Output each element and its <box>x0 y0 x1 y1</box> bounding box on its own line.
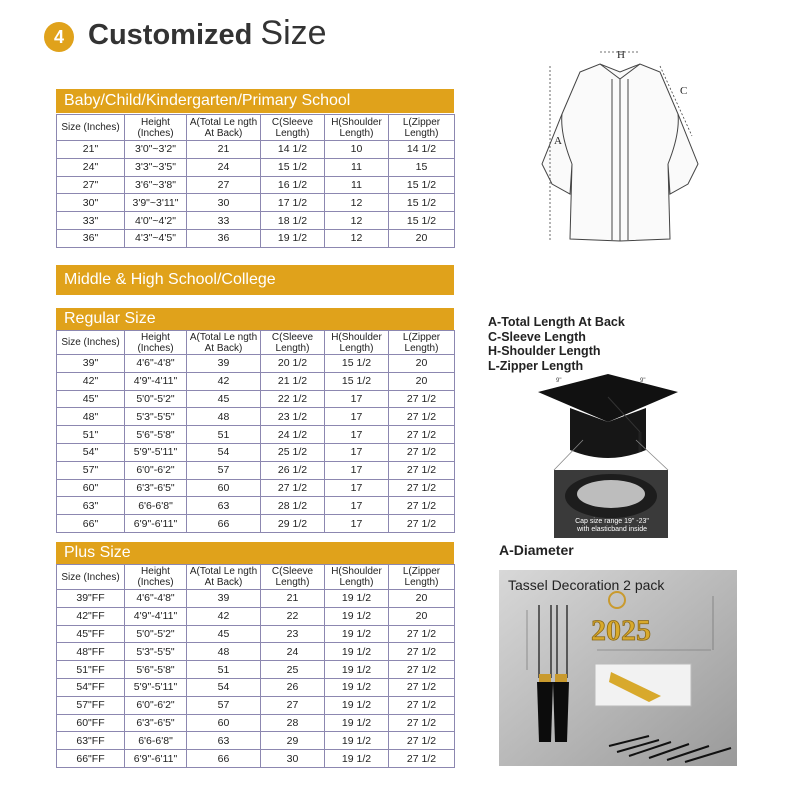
table-cell: 3'0"~3'2" <box>125 141 187 159</box>
table-cell: 17 <box>325 443 389 461</box>
table-cell: 27 1/2 <box>389 497 455 515</box>
table-cell: 51" <box>57 426 125 444</box>
table-cell: 27 1/2 <box>389 643 455 661</box>
table-header-cell: Size (Inches) <box>57 565 125 590</box>
table-cell: 14 1/2 <box>261 141 325 159</box>
table-cell: 10 <box>325 141 389 159</box>
table-cell: 27 <box>261 696 325 714</box>
table-cell: 21 1/2 <box>261 372 325 390</box>
table-header-cell: H(Shoulder Length) <box>325 565 389 590</box>
table-cell: 36 <box>187 229 261 247</box>
table-cell: 27 <box>187 176 261 194</box>
table-cell: 19 1/2 <box>325 607 389 625</box>
table-cell: 27 1/2 <box>389 732 455 750</box>
graduation-cap-image <box>528 370 688 540</box>
table-cell: 5'6"-5'8" <box>125 426 187 444</box>
table-cell: 63" <box>57 497 125 515</box>
table-cell: 48 <box>187 643 261 661</box>
gown-diagram <box>520 44 710 249</box>
table-cell: 20 <box>389 590 455 608</box>
table-cell: 6'3"-6'5" <box>125 479 187 497</box>
table-row <box>57 678 455 696</box>
table-row <box>57 408 455 426</box>
section-bar-plus: Plus Size <box>56 542 454 564</box>
table-cell: 45 <box>187 625 261 643</box>
table-cell: 17 <box>325 497 389 515</box>
table-cell: 20 <box>389 355 455 373</box>
table-row <box>57 590 455 608</box>
table-cell: 24 <box>261 643 325 661</box>
table-row <box>57 141 455 159</box>
table-header-row <box>57 331 455 355</box>
table-cell: 18 1/2 <box>261 212 325 230</box>
table-cell: 57 <box>187 696 261 714</box>
gown-label-c: C <box>680 85 688 97</box>
table-cell: 28 <box>261 714 325 732</box>
table-cell: 54"FF <box>57 678 125 696</box>
table-cell: 21" <box>57 141 125 159</box>
table-cell: 6'9"-6'11" <box>125 515 187 533</box>
table-cell: 19 1/2 <box>325 661 389 679</box>
table-cell: 66 <box>187 750 261 768</box>
table-header-cell: Height (Inches) <box>125 331 187 355</box>
tassel-title: Tassel Decoration 2 pack <box>508 577 665 593</box>
step-badge: 4 <box>44 22 74 52</box>
section-bar-middle: Middle & High School/College <box>56 265 454 295</box>
table-cell: 27 1/2 <box>389 696 455 714</box>
table-cell: 11 <box>325 158 389 176</box>
table-row <box>57 461 455 479</box>
table-cell: 4'6"-4'8" <box>125 590 187 608</box>
table-cell: 27 1/2 <box>389 661 455 679</box>
table-cell: 25 <box>261 661 325 679</box>
table-cell: 63"FF <box>57 732 125 750</box>
table-row <box>57 176 455 194</box>
table-cell: 66" <box>57 515 125 533</box>
table-row <box>57 607 455 625</box>
cap-dim-left: 9" <box>556 378 562 384</box>
table-cell: 51 <box>187 661 261 679</box>
table-cell: 11 <box>325 176 389 194</box>
cap-caption-2: with elasticband inside <box>576 526 648 533</box>
table-cell: 27 1/2 <box>389 408 455 426</box>
table-cell: 26 <box>261 678 325 696</box>
table-cell: 27 1/2 <box>389 461 455 479</box>
table-row <box>57 194 455 212</box>
table-cell: 6'0"-6'2" <box>125 696 187 714</box>
table-cell: 60"FF <box>57 714 125 732</box>
cap-caption <box>556 518 668 534</box>
table-cell: 51 <box>187 426 261 444</box>
table-cell: 19 1/2 <box>325 678 389 696</box>
section-bar-regular: Regular Size <box>56 308 454 330</box>
table-cell: 27 1/2 <box>389 390 455 408</box>
table-cell: 48"FF <box>57 643 125 661</box>
table-header-cell: Height (Inches) <box>125 565 187 590</box>
table-cell: 19 1/2 <box>261 229 325 247</box>
size-table-regular <box>56 330 455 533</box>
section-bar-baby: Baby/Child/Kindergarten/Primary School <box>56 89 454 113</box>
table-row <box>57 696 455 714</box>
table-cell: 3'3"~3'5" <box>125 158 187 176</box>
table-cell: 5'0"-5'2" <box>125 625 187 643</box>
table-cell: 17 <box>325 408 389 426</box>
table-cell: 51"FF <box>57 661 125 679</box>
table-row <box>57 515 455 533</box>
table-header-cell: C(Sleeve Length) <box>261 565 325 590</box>
table-cell: 3'6"~3'8" <box>125 176 187 194</box>
table-cell: 66"FF <box>57 750 125 768</box>
size-table-baby <box>56 114 455 248</box>
table-cell: 48 <box>187 408 261 426</box>
table-row <box>57 372 455 390</box>
table-cell: 20 <box>389 372 455 390</box>
table-header-cell: H(Shoulder Length) <box>325 115 389 141</box>
table-cell: 6'6-6'8" <box>125 732 187 750</box>
table-header-cell: C(Sleeve Length) <box>261 331 325 355</box>
table-header-cell: Height (Inches) <box>125 115 187 141</box>
table-cell: 19 1/2 <box>325 643 389 661</box>
table-row <box>57 661 455 679</box>
table-cell: 15 1/2 <box>389 194 455 212</box>
table-row <box>57 229 455 247</box>
table-cell: 29 <box>261 732 325 750</box>
size-table-plus <box>56 564 455 768</box>
table-row <box>57 212 455 230</box>
table-cell: 5'6"-5'8" <box>125 661 187 679</box>
table-cell: 33" <box>57 212 125 230</box>
table-cell: 4'6"-4'8" <box>125 355 187 373</box>
table-header-cell: L(Zipper Length) <box>389 565 455 590</box>
table-header-cell: H(Shoulder Length) <box>325 331 389 355</box>
table-cell: 30" <box>57 194 125 212</box>
table-cell: 24 <box>187 158 261 176</box>
table-cell: 16 1/2 <box>261 176 325 194</box>
table-cell: 42 <box>187 372 261 390</box>
diameter-label: A-Diameter <box>499 542 574 558</box>
table-header-cell: Size (Inches) <box>57 331 125 355</box>
tassel-panel <box>499 570 737 766</box>
table-row <box>57 750 455 768</box>
table-cell: 27 1/2 <box>389 714 455 732</box>
table-cell: 45" <box>57 390 125 408</box>
table-row <box>57 443 455 461</box>
table-header-cell: A(Total Le ngth At Back) <box>187 565 261 590</box>
table-cell: 6'3"-6'5" <box>125 714 187 732</box>
table-header-cell: L(Zipper Length) <box>389 115 455 141</box>
table-cell: 48" <box>57 408 125 426</box>
table-cell: 4'3"~4'5" <box>125 229 187 247</box>
table-cell: 66 <box>187 515 261 533</box>
table-cell: 3'9"~3'11" <box>125 194 187 212</box>
table-header-cell: L(Zipper Length) <box>389 331 455 355</box>
table-cell: 27 1/2 <box>389 479 455 497</box>
table-cell: 23 <box>261 625 325 643</box>
table-cell: 29 1/2 <box>261 515 325 533</box>
table-cell: 57 <box>187 461 261 479</box>
table-cell: 39 <box>187 590 261 608</box>
table-cell: 39 <box>187 355 261 373</box>
table-cell: 27 1/2 <box>389 678 455 696</box>
table-cell: 15 1/2 <box>389 176 455 194</box>
legend-c: C-Sleeve Length <box>488 329 586 344</box>
table-cell: 20 1/2 <box>261 355 325 373</box>
table-cell: 45 <box>187 390 261 408</box>
table-cell: 24" <box>57 158 125 176</box>
table-cell: 60 <box>187 479 261 497</box>
table-cell: 17 <box>325 461 389 479</box>
table-cell: 33 <box>187 212 261 230</box>
table-cell: 19 1/2 <box>325 696 389 714</box>
table-cell: 6'9"-6'11" <box>125 750 187 768</box>
table-cell: 24 1/2 <box>261 426 325 444</box>
cap-caption-1: Cap size range 19" -23" <box>575 518 649 525</box>
legend-h: H-Shoulder Length <box>488 344 601 358</box>
table-cell: 27 1/2 <box>389 625 455 643</box>
table-header-cell: A(Total Le ngth At Back) <box>187 331 261 355</box>
table-cell: 27 1/2 <box>389 426 455 444</box>
table-row <box>57 158 455 176</box>
table-row <box>57 355 455 373</box>
table-cell: 57" <box>57 461 125 479</box>
table-cell: 12 <box>325 229 389 247</box>
table-cell: 36" <box>57 229 125 247</box>
table-cell: 19 1/2 <box>325 732 389 750</box>
table-cell: 21 <box>187 141 261 159</box>
table-cell: 19 1/2 <box>325 625 389 643</box>
table-cell: 17 <box>325 515 389 533</box>
table-cell: 22 1/2 <box>261 390 325 408</box>
table-cell: 15 <box>389 158 455 176</box>
table-cell: 5'9"-5'11" <box>125 678 187 696</box>
table-cell: 45"FF <box>57 625 125 643</box>
table-row <box>57 714 455 732</box>
table-cell: 4'9"-4'11" <box>125 372 187 390</box>
table-cell: 57"FF <box>57 696 125 714</box>
table-cell: 22 <box>261 607 325 625</box>
table-cell: 54 <box>187 678 261 696</box>
gown-label-h: H <box>617 49 625 61</box>
table-row <box>57 426 455 444</box>
table-cell: 17 <box>325 390 389 408</box>
cap-dim-right: 9" <box>640 378 646 384</box>
table-header-cell: A(Total Le ngth At Back) <box>187 115 261 141</box>
table-cell: 17 <box>325 479 389 497</box>
table-cell: 30 <box>261 750 325 768</box>
table-cell: 27 1/2 <box>389 750 455 768</box>
table-cell: 30 <box>187 194 261 212</box>
table-cell: 15 1/2 <box>389 212 455 230</box>
table-cell: 39" <box>57 355 125 373</box>
table-cell: 4'0"~4'2" <box>125 212 187 230</box>
table-cell: 23 1/2 <box>261 408 325 426</box>
table-cell: 15 1/2 <box>325 355 389 373</box>
table-cell: 17 1/2 <box>261 194 325 212</box>
table-cell: 60" <box>57 479 125 497</box>
table-cell: 6'6-6'8" <box>125 497 187 515</box>
table-header-cell: Size (Inches) <box>57 115 125 141</box>
table-cell: 63 <box>187 497 261 515</box>
page-title-main: Customized <box>88 19 253 51</box>
table-cell: 20 <box>389 229 455 247</box>
table-cell: 5'3"-5'5" <box>125 408 187 426</box>
table-header-cell: C(Sleeve Length) <box>261 115 325 141</box>
table-cell: 6'0"-6'2" <box>125 461 187 479</box>
table-cell: 63 <box>187 732 261 750</box>
table-cell: 27 1/2 <box>389 515 455 533</box>
page-title-size: Size <box>260 14 327 52</box>
table-cell: 39"FF <box>57 590 125 608</box>
table-cell: 28 1/2 <box>261 497 325 515</box>
table-cell: 42" <box>57 372 125 390</box>
table-cell: 27" <box>57 176 125 194</box>
table-cell: 5'3"-5'5" <box>125 643 187 661</box>
table-cell: 42"FF <box>57 607 125 625</box>
table-cell: 60 <box>187 714 261 732</box>
table-cell: 14 1/2 <box>389 141 455 159</box>
table-row <box>57 390 455 408</box>
table-cell: 54" <box>57 443 125 461</box>
table-row <box>57 732 455 750</box>
table-header-row <box>57 565 455 590</box>
table-header-row <box>57 115 455 141</box>
table-cell: 5'9"-5'11" <box>125 443 187 461</box>
table-cell: 25 1/2 <box>261 443 325 461</box>
table-cell: 12 <box>325 212 389 230</box>
table-row <box>57 643 455 661</box>
table-row <box>57 625 455 643</box>
table-cell: 26 1/2 <box>261 461 325 479</box>
legend-a: A-Total Length At Back <box>488 315 625 329</box>
table-cell: 21 <box>261 590 325 608</box>
table-cell: 19 1/2 <box>325 590 389 608</box>
table-cell: 15 1/2 <box>261 158 325 176</box>
gown-label-a: A <box>554 135 562 147</box>
table-cell: 5'0"-5'2" <box>125 390 187 408</box>
table-cell: 54 <box>187 443 261 461</box>
measurement-legend <box>488 315 625 373</box>
table-cell: 20 <box>389 607 455 625</box>
table-cell: 15 1/2 <box>325 372 389 390</box>
table-cell: 27 1/2 <box>389 443 455 461</box>
table-cell: 19 1/2 <box>325 750 389 768</box>
legend-l: L-Zipper Length <box>488 358 584 373</box>
table-cell: 4'9"-4'11" <box>125 607 187 625</box>
tassel-year-charm: 2025 <box>591 614 651 647</box>
table-row <box>57 479 455 497</box>
table-cell: 12 <box>325 194 389 212</box>
table-cell: 27 1/2 <box>261 479 325 497</box>
table-cell: 17 <box>325 426 389 444</box>
table-cell: 19 1/2 <box>325 714 389 732</box>
table-cell: 42 <box>187 607 261 625</box>
table-row <box>57 497 455 515</box>
page-title <box>88 14 327 53</box>
